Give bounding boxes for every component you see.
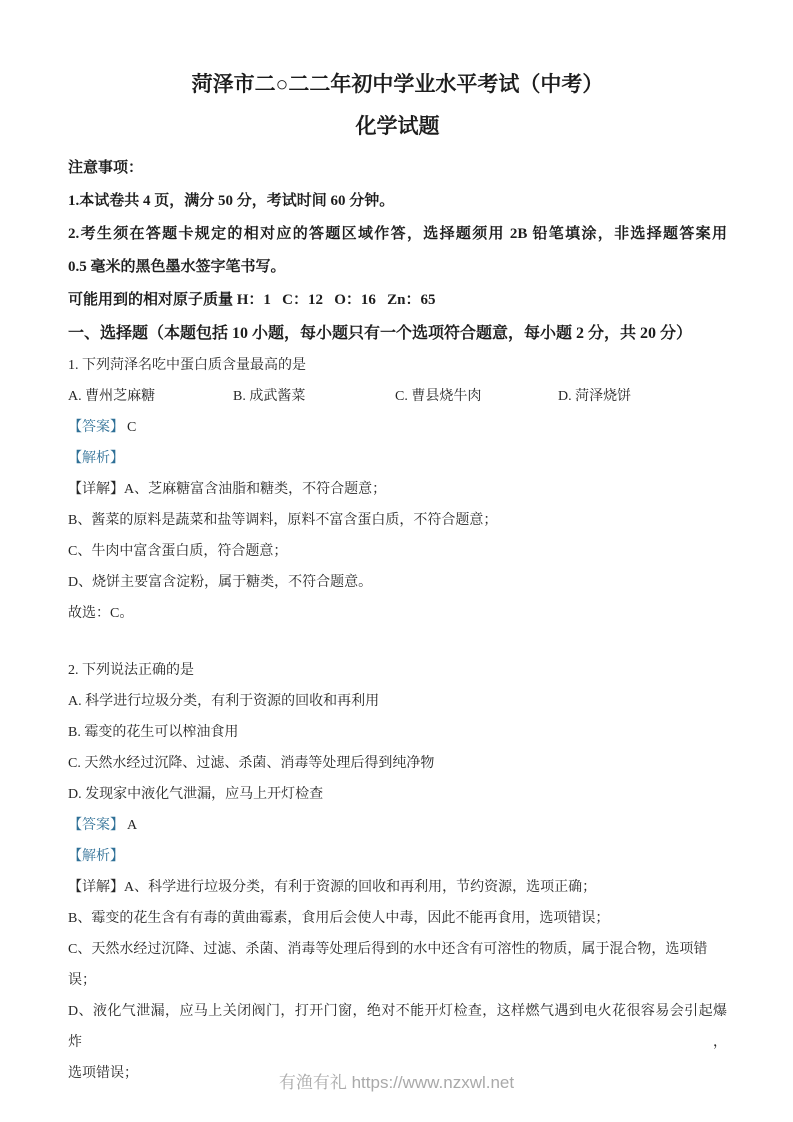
answer-label: 【答案】 xyxy=(68,420,124,435)
note-line-1: 1.本试卷共 4 页，满分 50 分，考试时间 60 分钟。 xyxy=(68,193,395,209)
question-2-detail-d: D、液化气泄漏，应马上关闭阀门，打开门窗，绝对不能开灯检查，这样燃气遇到电火花很容易会引起爆炸， xyxy=(68,1004,727,1050)
question-1-option-b: B. 成武酱菜 xyxy=(233,389,306,404)
exam-subtitle: 化学试题 xyxy=(355,114,440,138)
question-1-detail-b: B、酱菜的原料是蔬菜和盐等调料，原料不富含蛋白质，不符合题意； xyxy=(68,513,498,528)
question-2-option-c: C. 天然水经过沉降、过滤、杀菌、消毒等处理后得到纯净物 xyxy=(68,756,435,771)
watermark-footer: 有渔有礼 https://www.nzxwl.net xyxy=(278,1073,515,1092)
question-2 xyxy=(68,655,727,1089)
question-1-option-d: D. 菏泽烧饼 xyxy=(558,389,632,404)
atomic-masses-line: 可能用到的相对原子质量 H：1 C：12 O：16 Zn：65 xyxy=(68,292,436,308)
question-1-option-a: A. 曹州芝麻糖 xyxy=(68,389,156,404)
question-1-options-row xyxy=(68,381,727,412)
exam-title: 菏泽市二○二二年初中学业水平考试（中考） xyxy=(191,72,604,96)
question-1-detail-d: D、烧饼主要富含淀粉，属于糖类，不符合题意。 xyxy=(68,575,373,590)
answer-value: C xyxy=(127,420,137,435)
question-2-detail-a: 【详解】A、科学进行垃圾分类，有利于资源的回收和再利用，节约资源，选项正确； xyxy=(68,880,597,895)
question-2-detail-d-continued: 选项错误； xyxy=(68,1066,138,1081)
question-1-conclusion: 故选：C。 xyxy=(68,606,134,621)
question-1 xyxy=(68,350,727,629)
question-1-detail-c: C、牛肉中富含蛋白质，符合题意； xyxy=(68,544,288,559)
question-2-text: 2. 下列说法正确的是 xyxy=(68,663,194,678)
question-2-option-d: D. 发现家中液化气泄漏，应马上开灯检查 xyxy=(68,787,324,802)
question-1-option-c: C. 曹县烧牛肉 xyxy=(395,389,482,404)
question-1-analysis-label: 【解析】 xyxy=(68,451,124,466)
notes-heading: 注意事项： xyxy=(68,160,144,176)
question-2-detail-c: C、天然水经过沉降、过滤、杀菌、消毒等处理后得到的水中还含有可溶性的物质，属于混合物，选项错误； xyxy=(68,942,708,988)
exam-notes xyxy=(68,152,727,317)
question-2-option-b: B. 霉变的花生可以榨油食用 xyxy=(68,725,239,740)
section-heading-choice-questions: 一、选择题（本题包括 10 小题，每小题只有一个选项符合题意，每小题 2 分，共 20 分） xyxy=(68,325,693,342)
question-1-text: 1. 下列菏泽名吃中蛋白质含量最高的是 xyxy=(68,358,306,373)
question-1-answer-line xyxy=(68,412,727,443)
question-1-detail-a: 【详解】A、芝麻糖富含油脂和糖类，不符合题意； xyxy=(68,482,387,497)
note-line-2a: 2.考生须在答题卡规定的相对应的答题区域作答，选择题须用 2B 铅笔填涂，非选择题答案用 xyxy=(68,226,727,242)
note-line-2b: 0.5 毫米的黑色墨水签字笔书写。 xyxy=(68,259,286,275)
question-2-option-a: A. 科学进行垃圾分类，有利于资源的回收和再利用 xyxy=(68,694,380,709)
answer-value: A xyxy=(127,818,138,833)
question-2-analysis-label: 【解析】 xyxy=(68,849,124,864)
question-2-answer-line xyxy=(68,810,727,841)
question-2-detail-b: B、霉变的花生含有有毒的黄曲霉素，食用后会使人中毒，因此不能再食用，选项错误； xyxy=(68,911,610,926)
answer-label: 【答案】 xyxy=(68,818,124,833)
